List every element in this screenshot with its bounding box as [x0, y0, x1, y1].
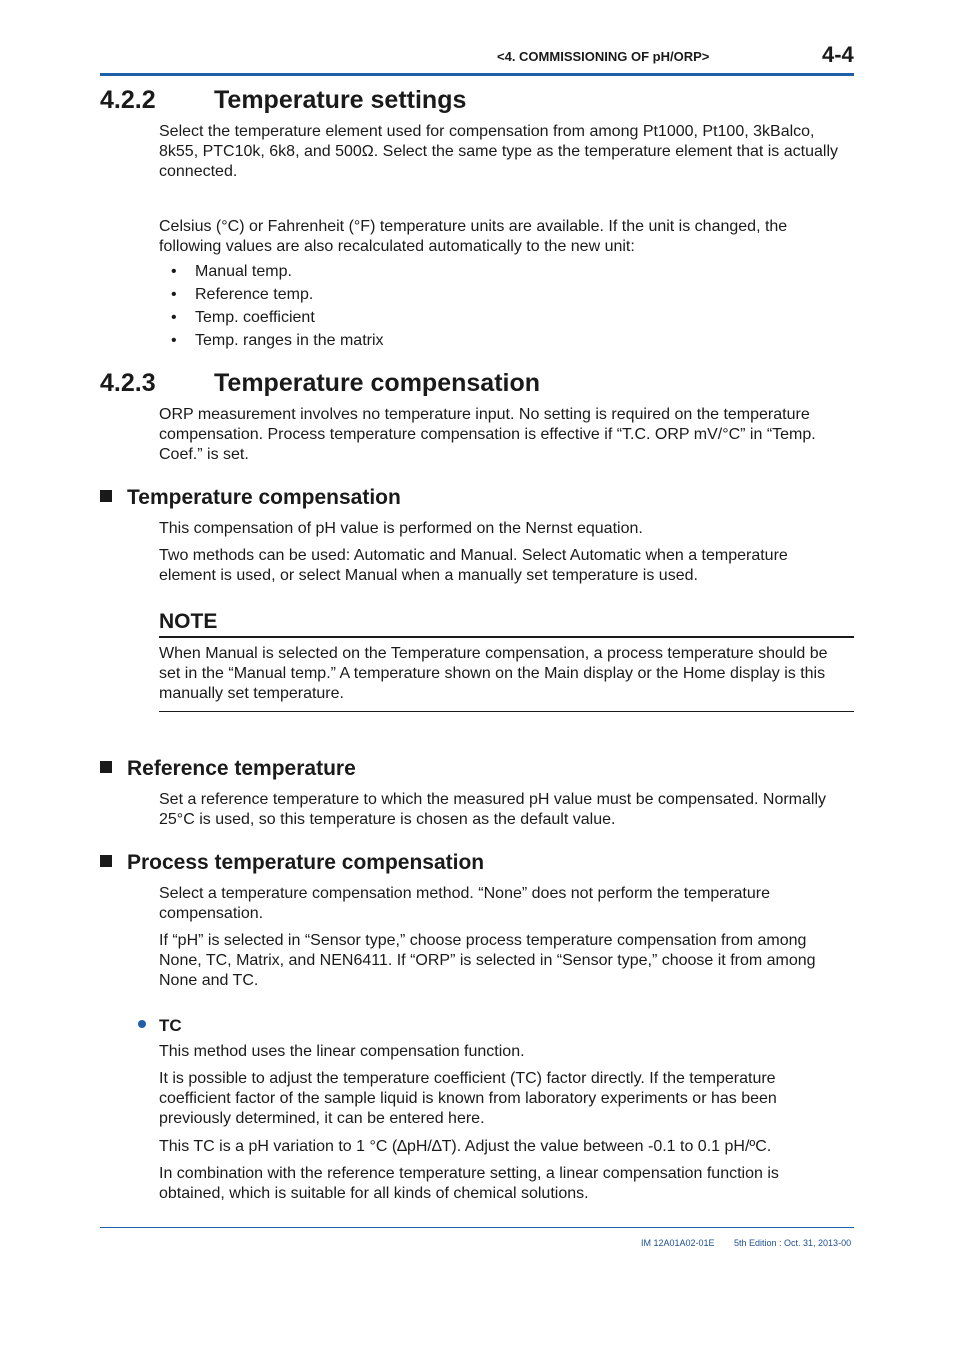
chapter-header: <4. COMMISSIONING OF pH/ORP> — [497, 49, 710, 64]
methods-paragraph — [159, 546, 854, 586]
temp-element-paragraph — [159, 122, 854, 182]
tc-combination-paragraph — [159, 1164, 854, 1204]
method-select-paragraph — [159, 884, 854, 924]
text-line: Celsius (°C) or Fahrenheit (°F) temperature units are available. If the unit is changed, the — [159, 218, 788, 235]
document-id: IM 12A01A02-01E — [641, 1238, 715, 1248]
page-number: 4-4 — [822, 42, 854, 67]
bullet-item: • Reference temp. — [171, 286, 314, 303]
text-line: connected. — [159, 163, 238, 180]
text-line: Select the temperature element used for compensation from among Pt1000, Pt100, 3kBalco, — [159, 123, 815, 140]
section-4-2-3-heading — [100, 369, 540, 398]
text-line: 8k55, PTC10k, 6k8, and 500Ω. Select the same type as the temperature element that is actually — [159, 143, 838, 160]
text-line: previously determined, it can be entered here. — [159, 1110, 485, 1127]
square-bullet-icon — [100, 490, 112, 502]
sensor-type-paragraph — [159, 931, 854, 991]
note-bottom-rule — [159, 711, 854, 712]
text-line: coefficient factor of the sample liquid is known from laboratory experiments or has been — [159, 1090, 777, 1107]
nernst-paragraph: This compensation of pH value is performed on the Nernst equation. — [159, 520, 643, 537]
text-line: Coef.” is set. — [159, 446, 249, 463]
text-line: None, TC, Matrix, and NEN6411. If “ORP” is selected in “Sensor type,” choose it from among — [159, 952, 816, 969]
bullet-item: • Temp. coefficient — [171, 309, 315, 326]
tc-adjust-paragraph — [159, 1069, 854, 1129]
text-line: It is possible to adjust the temperature coefficient (TC) factor directly. If the temperature — [159, 1070, 776, 1087]
tc-heading — [138, 1016, 182, 1036]
text-line: compensation. Process temperature compensation is effective if “T.C. ORP mV/°C” in “Temp. — [159, 426, 816, 443]
text-line: Two methods can be used: Automatic and Manual. Select Automatic when a temperature — [159, 547, 788, 564]
square-bullet-icon — [100, 761, 112, 773]
text-line: ORP measurement involves no temperature input. No setting is required on the temperature — [159, 406, 810, 423]
section-number: 4.2.3 — [100, 369, 156, 397]
tc-title: TC — [159, 1016, 182, 1035]
circle-bullet-icon — [138, 1020, 146, 1028]
process-temperature-compensation-heading — [100, 851, 484, 875]
text-line: 25°C is used, so this temperature is chosen as the default value. — [159, 811, 616, 828]
section-title: Temperature settings — [214, 86, 467, 114]
text-line: When Manual is selected on the Temperature compensation, a process temperature should be — [159, 645, 828, 662]
orp-paragraph — [159, 405, 854, 465]
text-line: obtained, which is suitable for all kinds of chemical solutions. — [159, 1185, 589, 1202]
bullet-text: Temp. coefficient — [195, 309, 315, 326]
temperature-compensation-heading — [100, 486, 401, 510]
text-line: manually set temperature. — [159, 685, 344, 702]
bullet-text: Reference temp. — [195, 286, 314, 303]
section-number: 4.2.2 — [100, 86, 156, 114]
note-top-rule — [159, 636, 854, 638]
text-line: set in the “Manual temp.” A temperature shown on the Main display or the Home display is this — [159, 665, 826, 682]
tc-linear-paragraph: This method uses the linear compensation function. — [159, 1043, 525, 1060]
text-line: Select a temperature compensation method. “None” does not perform the temperature — [159, 885, 770, 902]
text-line: element is used, or select Manual when a manually set temperature is used. — [159, 567, 698, 584]
section-title: Temperature compensation — [214, 369, 541, 397]
text-line: If “pH” is selected in “Sensor type,” choose process temperature compensation from among — [159, 932, 807, 949]
note-body — [159, 644, 854, 704]
edition-info: 5th Edition : Oct. 31, 2013-00 — [734, 1238, 852, 1248]
bullet-text: Temp. ranges in the matrix — [195, 332, 384, 349]
temp-units-paragraph — [159, 217, 854, 257]
square-bullet-icon — [100, 855, 112, 867]
text-line: Set a reference temperature to which the measured pH value must be compensated. Normally — [159, 791, 826, 808]
bullet-item: • Temp. ranges in the matrix — [171, 332, 384, 349]
text-line: compensation. — [159, 905, 264, 922]
subsection-title: Reference temperature — [127, 757, 356, 780]
text-line: In combination with the reference temperature setting, a linear compensation function is — [159, 1165, 779, 1182]
reference-temperature-heading — [100, 757, 356, 781]
section-4-2-2-heading — [100, 86, 466, 115]
subsection-title: Process temperature compensation — [127, 851, 485, 874]
note-title: NOTE — [159, 610, 218, 633]
tc-range-paragraph: This TC is a pH variation to 1 °C (∆pH/∆T). Adjust the value between -0.1 to 0.1 pH/ºC. — [159, 1138, 772, 1155]
subsection-title: Temperature compensation — [127, 486, 401, 509]
bullet-item: • Manual temp. — [171, 263, 292, 280]
header-divider — [100, 73, 854, 76]
text-line: None and TC. — [159, 972, 259, 989]
bullet-text: Manual temp. — [195, 263, 292, 280]
text-line: following values are also recalculated automatically to the new unit: — [159, 238, 635, 255]
footer-divider — [100, 1227, 854, 1228]
reference-temperature-paragraph — [159, 790, 854, 830]
